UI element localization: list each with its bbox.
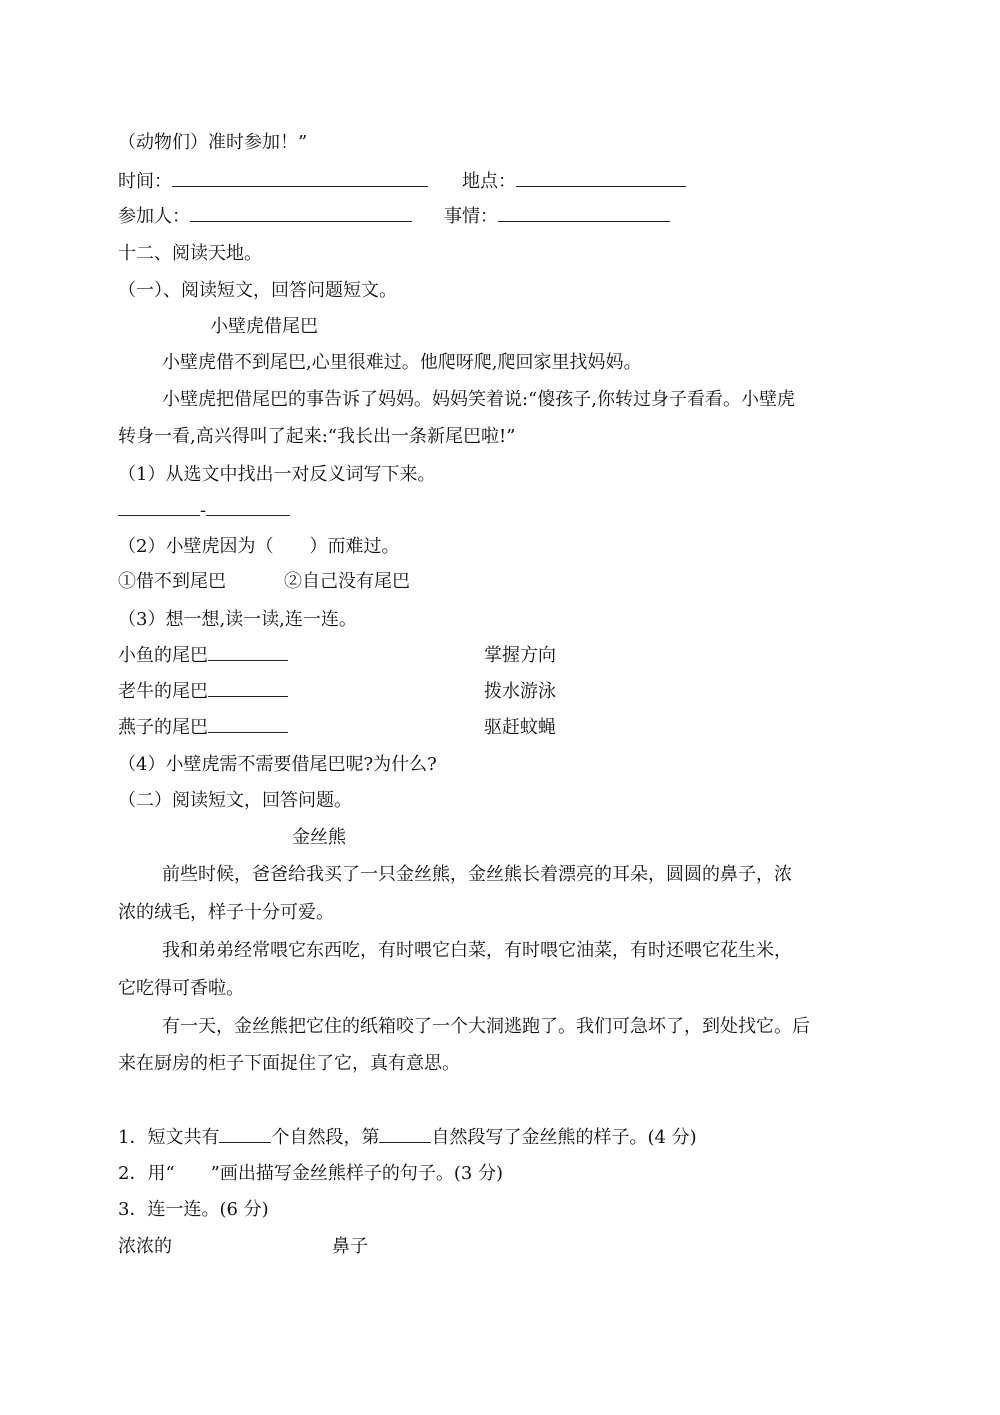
- paragraph-count-blank: [219, 1124, 271, 1143]
- match-right-item: 掌握方向: [484, 645, 556, 666]
- matter-field: [444, 203, 670, 231]
- intro-line: （动物们）准时参加！”: [118, 132, 308, 153]
- story-paragraph: 小壁虎借不到尾巴,心里很难过。他爬呀爬,爬回家里找妈妈。: [162, 352, 642, 373]
- match-left-item: [118, 714, 288, 742]
- place-blank: [516, 168, 686, 187]
- match-left-item: [118, 678, 288, 706]
- q1-text: 个自然段，第: [271, 1127, 380, 1148]
- part2-question-1: [118, 1124, 697, 1152]
- part2-question-3: 3．连一连。(6 分): [118, 1199, 269, 1220]
- story-paragraph: 有一天，金丝熊把它住的纸箱咬了一个大洞逃跑了。我们可急坏了，到处找它。后: [162, 1016, 810, 1037]
- q1-text: 自然段写了金丝熊的样子。(4 分): [431, 1127, 697, 1148]
- time-field: [118, 168, 428, 196]
- story-title: 金丝熊: [292, 827, 346, 848]
- section-title: 十二、阅读天地。: [118, 243, 262, 264]
- place-label: 地点：: [462, 171, 516, 192]
- people-field: [118, 203, 412, 231]
- question-1: （1）从选文中找出一对反义词写下来。: [118, 464, 436, 485]
- match-left-text: 小鱼的尾巴: [118, 645, 208, 666]
- q2-option: ②自己没有尾巴: [284, 571, 410, 592]
- q1-text: 1．短文共有: [118, 1127, 220, 1148]
- question-4: （4）小壁虎需不需要借尾巴呢?为什么?: [118, 754, 437, 775]
- antonym-dash: -: [200, 500, 207, 521]
- part2-intro: （二）阅读短文，回答问题。: [118, 790, 352, 811]
- match-blank: [208, 642, 288, 661]
- place-field: [462, 168, 686, 196]
- match-blank: [208, 678, 288, 697]
- part2-question-2: 2．用“ ”画出描写金丝熊样子的句子。(3 分): [118, 1163, 504, 1184]
- match-right-item: 驱赶蚊蝇: [484, 717, 556, 738]
- time-label: 时间：: [118, 171, 172, 192]
- story-paragraph: 转身一看,高兴得叫了起来:“我长出一条新尾巴啦!”: [118, 426, 516, 447]
- story-paragraph: 它吃得可香啦。: [118, 978, 244, 999]
- match-left-item: 浓浓的: [118, 1236, 172, 1257]
- q2-option: ①借不到尾巴: [118, 571, 226, 592]
- match-left-item: [118, 642, 288, 670]
- matter-blank: [498, 203, 670, 222]
- story-paragraph: 小壁虎把借尾巴的事告诉了妈妈。妈妈笑着说:“傻孩子,你转过身子看看。小壁虎: [162, 389, 795, 410]
- story-paragraph: 浓的绒毛，样子十分可爱。: [118, 902, 334, 923]
- people-blank: [190, 203, 412, 222]
- story-paragraph: 来在厨房的柜子下面捉住了它，真有意思。: [118, 1053, 460, 1074]
- question-3: （3）想一想,读一读,连一连。: [118, 609, 357, 630]
- paragraph-number-blank: [379, 1124, 431, 1143]
- time-blank: [172, 168, 428, 187]
- people-label: 参加人：: [118, 206, 190, 227]
- match-right-item: 拨水游泳: [484, 681, 556, 702]
- antonym-blanks: [118, 497, 290, 525]
- match-left-text: 燕子的尾巴: [118, 717, 208, 738]
- story-paragraph: 我和弟弟经常喂它东西吃，有时喂它白菜，有时喂它油菜，有时还喂它花生米，: [162, 940, 792, 961]
- match-right-item: 鼻子: [332, 1236, 368, 1257]
- match-left-text: 老牛的尾巴: [118, 681, 208, 702]
- match-blank: [208, 714, 288, 733]
- story-title: 小壁虎借尾巴: [210, 316, 318, 337]
- matter-label: 事情：: [444, 206, 498, 227]
- antonym-blank: [206, 497, 290, 516]
- story-paragraph: 前些时候，爸爸给我买了一只金丝熊，金丝熊长着漂亮的耳朵，圆圆的鼻子，浓: [162, 864, 792, 885]
- part1-intro: （一）、阅读短文，回答问题短文。: [118, 280, 397, 301]
- question-2: （2）小壁虎因为（ ）而难过。: [118, 536, 400, 557]
- antonym-blank: [118, 497, 200, 516]
